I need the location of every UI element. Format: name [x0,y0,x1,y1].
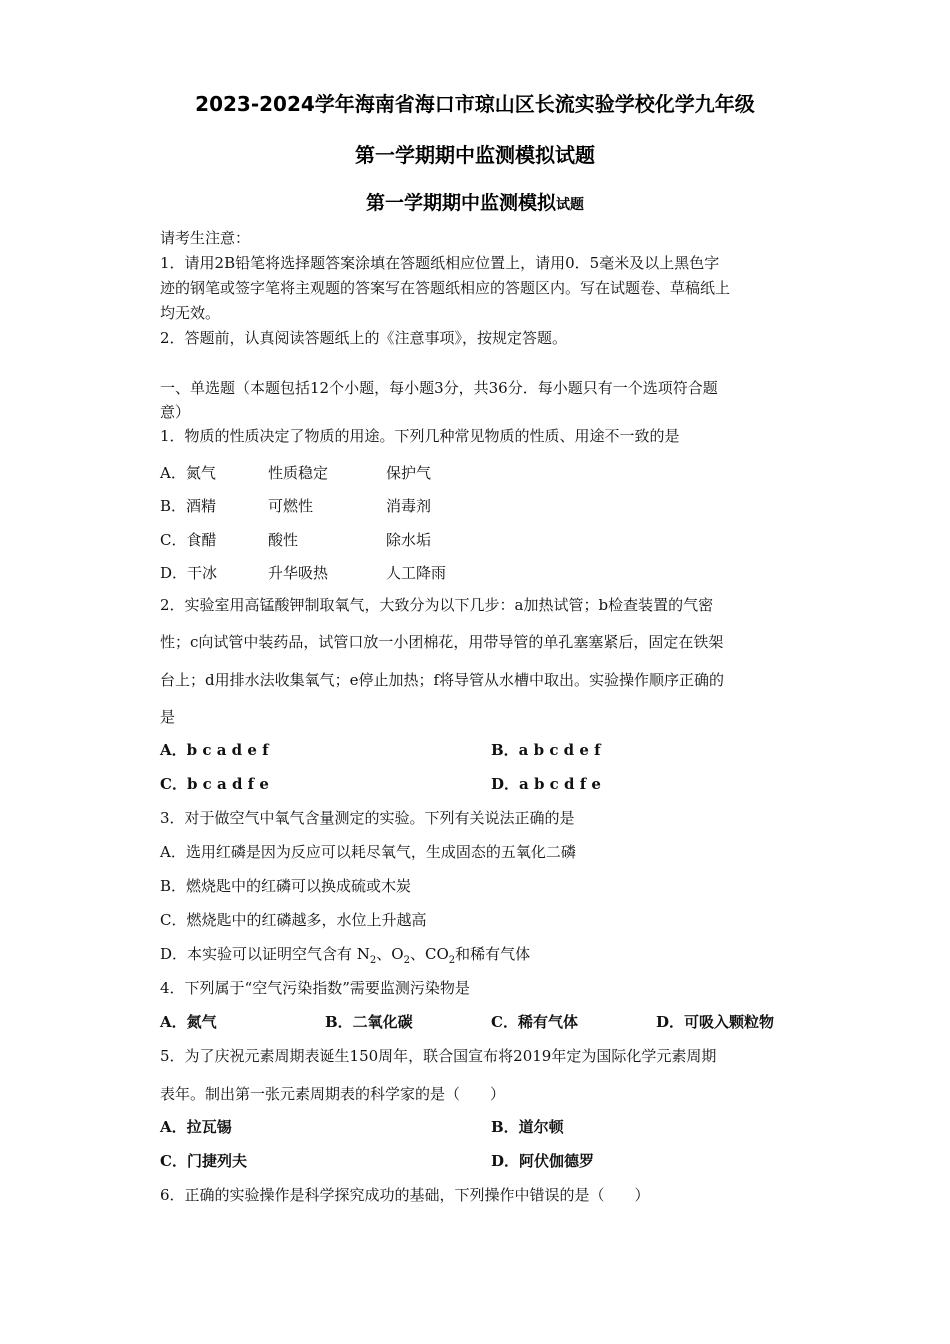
q3-option-d [160,944,530,971]
q1-option-d-label: D．干冰 [160,564,218,582]
q2-stem-line3: 台上；d用排水法收集氧气；e停止加热；f将导管从水槽中取出。实验操作顺序正确的 [160,671,725,689]
q2-option-b: B．a b c d e f [491,741,601,759]
q1-option-d-use: 人工降雨 [386,564,447,582]
q1-option-c-use: 除水垢 [386,531,432,549]
q2-stem-line2: 性；c向试管中装药品，试管口放一小团棉花，用带导管的单孔塞塞紧后，固定在铁架 [160,633,724,651]
q3-option-d-sub1: 2 [369,955,377,966]
notice-item1-line1: 1．请用2B铅笔将选择题答案涂填在答题纸相应位置上，请用0．5毫米及以上黑色字 [160,254,720,272]
q3-option-d-mid1: 、O [376,945,404,963]
q1-option-a-use: 保护气 [386,464,432,482]
q5-stem-line2: 表年。制出第一张元素周期表的科学家的是（ ） [160,1085,506,1103]
q3-option-d-mid2: 、CO [409,945,449,963]
q6-stem: 6．正确的实验操作是科学探究成功的基础，下列操作中错误的是（ ） [160,1186,650,1204]
q4-option-a: A．氮气 [160,1013,217,1031]
q5-option-c: C．门捷列夫 [160,1152,247,1170]
q3-stem: 3．对于做空气中氧气含量测定的实验。下列有关说法正确的是 [160,809,575,827]
q5-option-b: B．道尔顿 [491,1118,564,1136]
q1-stem: 1．物质的性质决定了物质的用途。下列几种常见物质的性质、用途不一致的是 [160,427,680,445]
document-title-line1: 2023-2024学年海南省海口市琼山区长流实验学校化学九年级 [195,92,755,116]
q4-option-b: B．二氧化碳 [325,1013,413,1031]
q2-option-c: C．b c a d f e [160,775,269,793]
q5-stem-line1: 5．为了庆祝元素周期表诞生150周年，联合国宣布将2019年定为国际化学元素周期 [160,1047,717,1065]
q3-option-b: B．燃烧匙中的红磷可以换成硫或木炭 [160,877,412,895]
q5-option-d: D．阿伏伽德罗 [491,1152,595,1170]
subtitle-main: 第一学期期中监测模拟 [365,192,556,214]
q4-stem: 4．下列属于“空气污染指数”需要监测污染物是 [160,979,470,997]
q4-option-c: C．稀有气体 [491,1013,578,1031]
document-subtitle [0,188,950,215]
q3-option-d-sub2: 2 [403,955,410,966]
q4-option-d: D．可吸入颗粒物 [656,1013,775,1031]
document-title-line2: 第一学期期中监测模拟试题 [355,143,595,167]
q1-option-a-property: 性质稳定 [268,464,329,482]
q3-option-d-sub3: 2 [448,955,456,966]
q1-option-d-property: 升华吸热 [268,564,329,582]
section1-heading-line1: 一、单选题（本题包括12个小题，每小题3分，共36分．每小题只有一个选项符合题 [160,379,718,397]
q3-option-c: C．燃烧匙中的红磷越多，水位上升越高 [160,911,427,929]
notice-item1-line3: 均无效。 [160,304,221,322]
q1-option-c-property: 酸性 [268,531,299,549]
q1-option-a-label: A．氮气 [160,464,216,482]
section1-heading-line2: 意） [160,403,191,421]
q1-option-b-label: B．酒精 [160,497,217,515]
q1-option-b-property: 可燃性 [268,497,314,515]
notice-heading: 请考生注意： [160,229,251,247]
notice-item2: 2．答题前，认真阅读答题纸上的《注意事项》，按规定答题。 [160,329,568,347]
q1-option-c-label: C．食醋 [160,531,217,549]
q2-stem-line1: 2．实验室用高锰酸钾制取氧气，大致分为以下几步：a加热试管；b检查装置的气密 [160,596,714,614]
q2-option-d: D．a b c d f e [491,775,601,793]
notice-item1-line2: 迹的钢笔或签字笔将主观题的答案写在答题纸相应的答题区内。写在试题卷、草稿纸上 [160,279,731,297]
q5-option-a: A．拉瓦锡 [160,1118,232,1136]
q3-option-a: A．选用红磷是因为反应可以耗尽氧气，生成固态的五氧化二磷 [160,843,576,861]
q3-option-d-suffix: 和稀有气体 [455,945,531,963]
subtitle-small: 试题 [556,197,584,213]
q2-stem-line4: 是 [160,708,176,726]
q1-option-b-use: 消毒剂 [386,497,432,515]
q2-option-a: A．b c a d e f [160,741,269,759]
q3-option-d-prefix: D．本实验可以证明空气含有 N [160,945,370,963]
